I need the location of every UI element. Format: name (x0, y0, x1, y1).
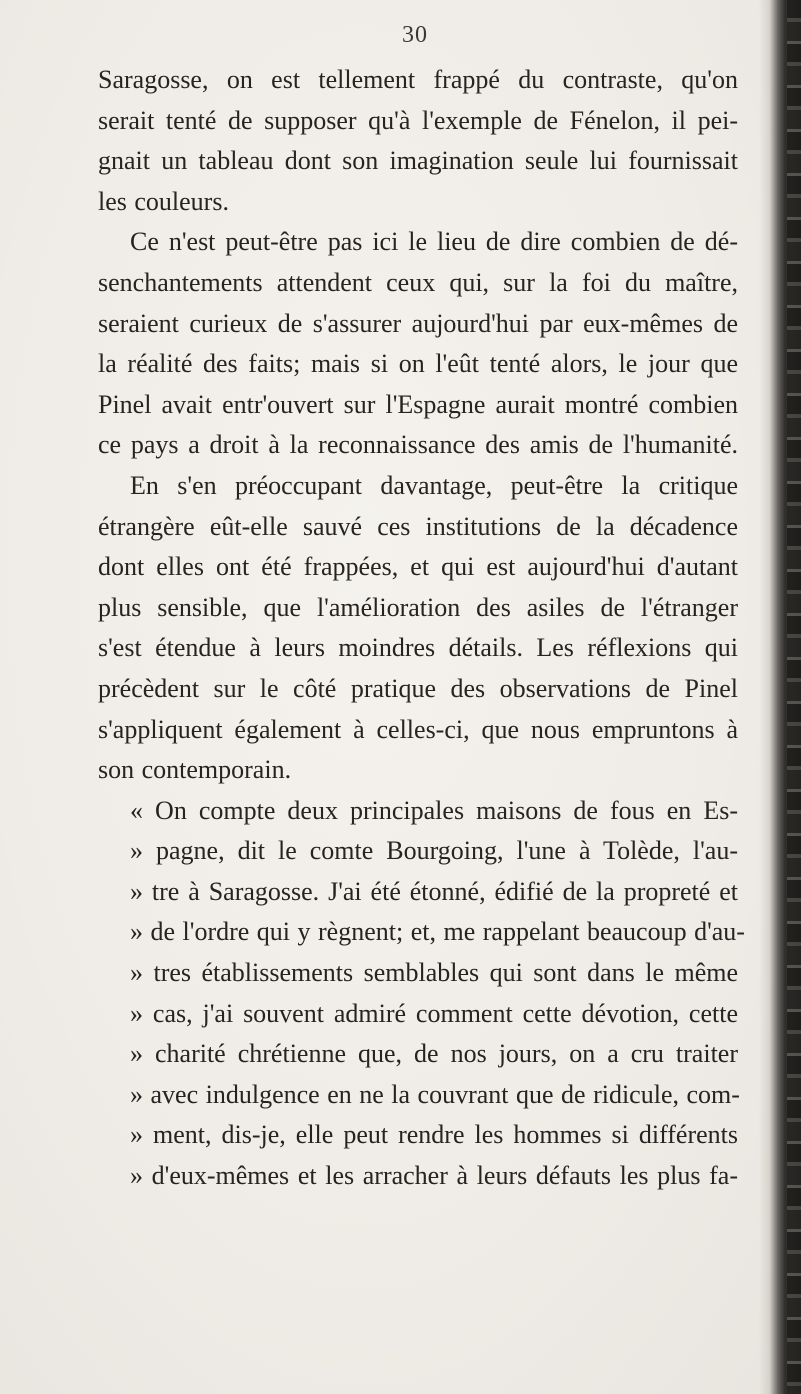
text-line: » de l'ordre qui y règnent; et, me rappelant beaucoup d'au- (130, 917, 745, 947)
text-line: » pagne, dit le comte Bourgoing, l'une à Tolède, l'au- (130, 836, 738, 866)
text-line: « On compte deux principales maisons de fous en Es- (130, 795, 738, 825)
text-line: » tres établissements semblables qui sont dans le même (130, 958, 738, 988)
text-line: senchantements attendent ceux qui, sur la foi du maître, (98, 267, 738, 297)
text-line: les couleurs. (98, 186, 229, 216)
text-line: dont elles ont été frappées, et qui est aujourd'hui d'autant (98, 552, 738, 582)
text-line: son contemporain. (98, 755, 292, 785)
text-line: gnait un tableau dont son imagination seule lui fournissait (98, 146, 738, 176)
text-line: précèdent sur le côté pratique des observations de Pinel (98, 673, 738, 703)
text-line: ce pays a droit à la reconnaissance des amis de l'humanité. (98, 430, 738, 460)
text-line: » charité chrétienne que, de nos jours, on a cru traiter (130, 1039, 738, 1069)
text-line: Pinel avait entr'ouvert sur l'Espagne aurait montré combien (98, 389, 738, 419)
text-line: s'est étendue à leurs moindres détails. Les réflexions qui (98, 633, 738, 663)
text-line: » avec indulgence en ne la couvrant que de ridicule, com- (130, 1079, 740, 1109)
text-line: s'appliquent également à celles-ci, que nous empruntons à (98, 714, 738, 744)
text-line: » ment, dis-je, elle peut rendre les hommes si différents (130, 1120, 738, 1150)
text-line: » tre à Saragosse. J'ai été étonné, édifié de la propreté et (130, 876, 738, 906)
text-line: En s'en préoccupant davantage, peut-être la critique (130, 470, 738, 500)
text-line: Saragosse, on est tellement frappé du contraste, qu'on (98, 65, 738, 94)
text-line: » cas, j'ai souvent admiré comment cette dévotion, cette (130, 998, 738, 1028)
text-line: seraient curieux de s'assurer aujourd'hui par eux-mêmes de (98, 308, 738, 338)
page-number: 30 (402, 22, 428, 48)
body-text (98, 60, 745, 1197)
book-binding-edge (787, 0, 801, 1394)
text-line: plus sensible, que l'amélioration des asiles de l'étranger (98, 592, 738, 622)
text-line: » d'eux-mêmes et les arracher à leurs défauts les plus fa- (130, 1161, 738, 1191)
text-line: étrangère eût-elle sauvé ces institutions de la décadence (98, 511, 738, 541)
text-line: serait tenté de supposer qu'à l'exemple de Fénelon, il pei- (98, 105, 738, 135)
text-line: la réalité des faits; mais si on l'eût tenté alors, le jour que (98, 349, 738, 379)
text-line: Ce n'est peut-être pas ici le lieu de dire combien de dé- (130, 227, 738, 257)
